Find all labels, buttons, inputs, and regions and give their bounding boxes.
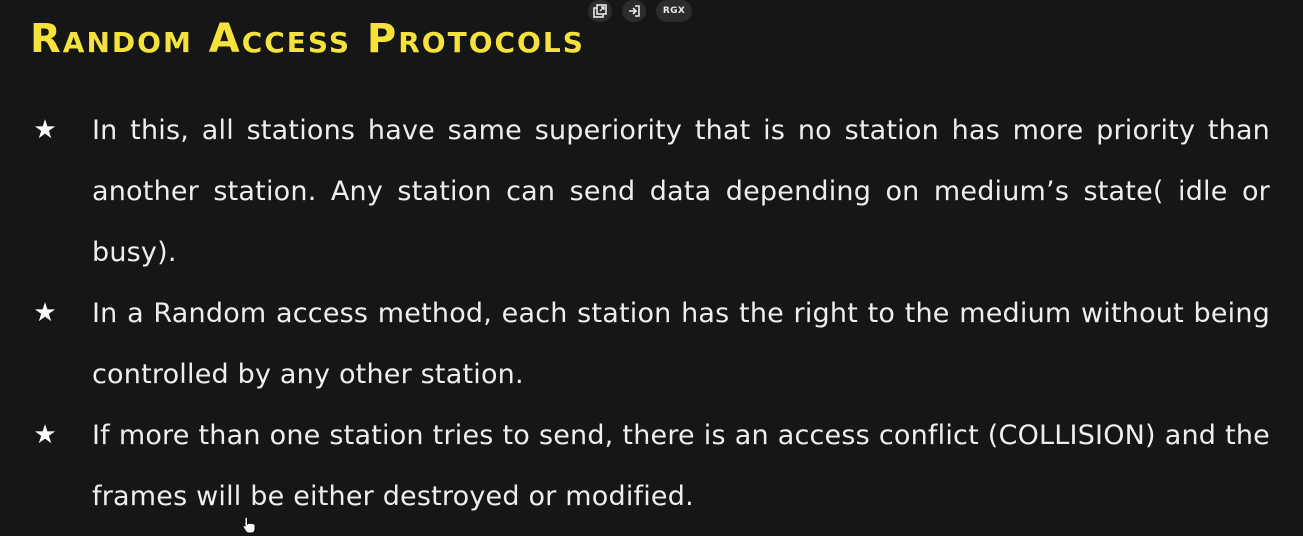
star-icon: ★ [33,420,57,450]
star-icon: ★ [33,298,57,328]
bullet-text: If more than one station tries to send, there is an access conflict (COLLISION) and the frames will be either destroyed or modified. [92,420,1270,512]
overlay-toolbar [588,0,692,22]
bullet-item [30,405,1270,527]
bullet-text: In this, all stations have same superiority that is no station has more priority than another station. Any station can send data depending on medium’s state( idle or busy). [92,115,1270,268]
rgx-button[interactable]: RGX [656,0,692,22]
bullet-item [30,283,1270,405]
popout-icon [593,4,607,18]
hand-cursor-icon [242,516,256,534]
enter-button[interactable] [622,0,646,22]
bullet-item [30,100,1270,283]
bullet-text: In a Random access method, each station has the right to the medium without being controlled by any other station. [92,298,1270,390]
enter-icon [627,4,641,18]
popout-button[interactable] [588,0,612,22]
bullet-list [30,100,1270,527]
star-icon: ★ [33,115,57,145]
slide-title: Random Access Protocols [30,16,585,62]
